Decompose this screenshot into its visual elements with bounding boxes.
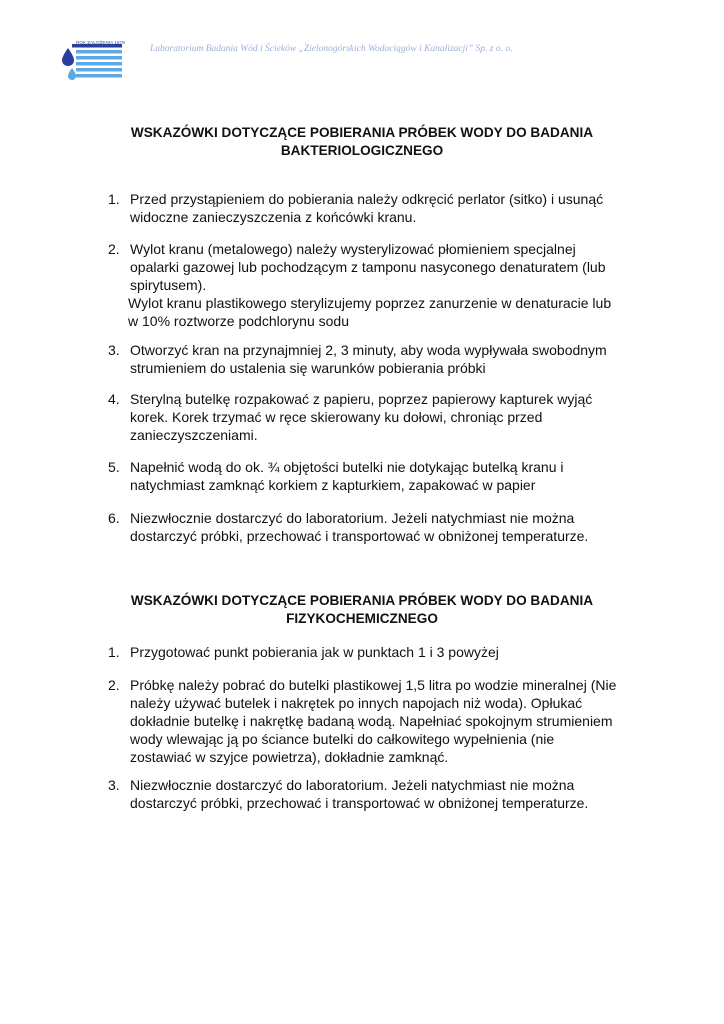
institution-header: Laboratorium Badania Wód i Ścieków „Zielonogórskich Wodociągów i Kanalizacji” Sp. z o. o.	[150, 44, 513, 54]
section-heading-physicochemical: WSKAZÓWKI DOTYCZĄCE POBIERANIA PRÓBEK WODY DO BADANIA FIZYKOCHEMICZNEGO	[130, 593, 594, 626]
list-item: 2. Próbkę należy pobrać do butelki plastikowej 1,5 litra po wodzie mineralnej (Nie należy używać butelek i nakrętek po innych napojach niż woda). Opłukać dokładnie butelkę i nakrętkę badaną wodą. Napełniać spokojnym strumieniem wody wlewając ją po ściance butelki do całkowitego wypełnienia (nie zostawiać w szyjce powietrza), dokładnie zamknąć.	[108, 677, 617, 765]
logo-founded-text: ROK ZAŁOŻENIA 1878	[76, 40, 125, 45]
water-drop-logo-icon	[62, 40, 124, 84]
list-item: 5. Napełnić wodą do ok. ¾ objętości butelki nie dotykając butelką kranu i natychmiast zamknąć korkiem z kapturkiem, zapakować w papier	[108, 459, 564, 493]
company-logo	[62, 40, 124, 84]
list-item: 1. Przed przystąpieniem do pobierania należy odkręcić perlator (sitko) i usunąć widoczne zanieczyszczenia z końcówki kranu.	[108, 191, 604, 225]
list-item: 6. Niezwłocznie dostarczyć do laboratorium. Jeżeli natychmiast nie można dostarczyć próbki, przechować i transportować w obniżonej temperaturze.	[108, 510, 589, 544]
list-item: 2. Wylot kranu (metalowego) należy wysterylizować płomieniem specjalnej opalarki gazowej lub pochodzącym z tamponu nasyconego denaturatem (lub spirytusem). Wylot kranu plastikowego sterylizujemy poprzez zanurzenie w denaturacie lub w 10% roztworze podchlorynu sodu	[108, 241, 612, 329]
list-item: 1. Przygotować punkt pobierania jak w punktach 1 i 3 powyżej	[108, 644, 499, 660]
list-item: 3. Otworzyć kran na przynajmniej 2, 3 minuty, aby woda wypływała swobodnym strumieniem do ustalenia się warunków pobierania próbki	[108, 342, 607, 376]
section-heading-bacteriological: WSKAZÓWKI DOTYCZĄCE POBIERANIA PRÓBEK WODY DO BADANIA BAKTERIOLOGICZNEGO	[130, 125, 594, 158]
list-item: 3. Niezwłocznie dostarczyć do laboratorium. Jeżeli natychmiast nie można dostarczyć próbki, przechować i transportować w obniżonej temperaturze.	[108, 777, 589, 811]
list-item: 4. Sterylną butelkę rozpakować z papieru, poprzez papierowy kapturek wyjąć korek. Korek trzymać w ręce skierowany ku dołowi, chroniąc przed zanieczyszczeniami.	[108, 391, 593, 443]
